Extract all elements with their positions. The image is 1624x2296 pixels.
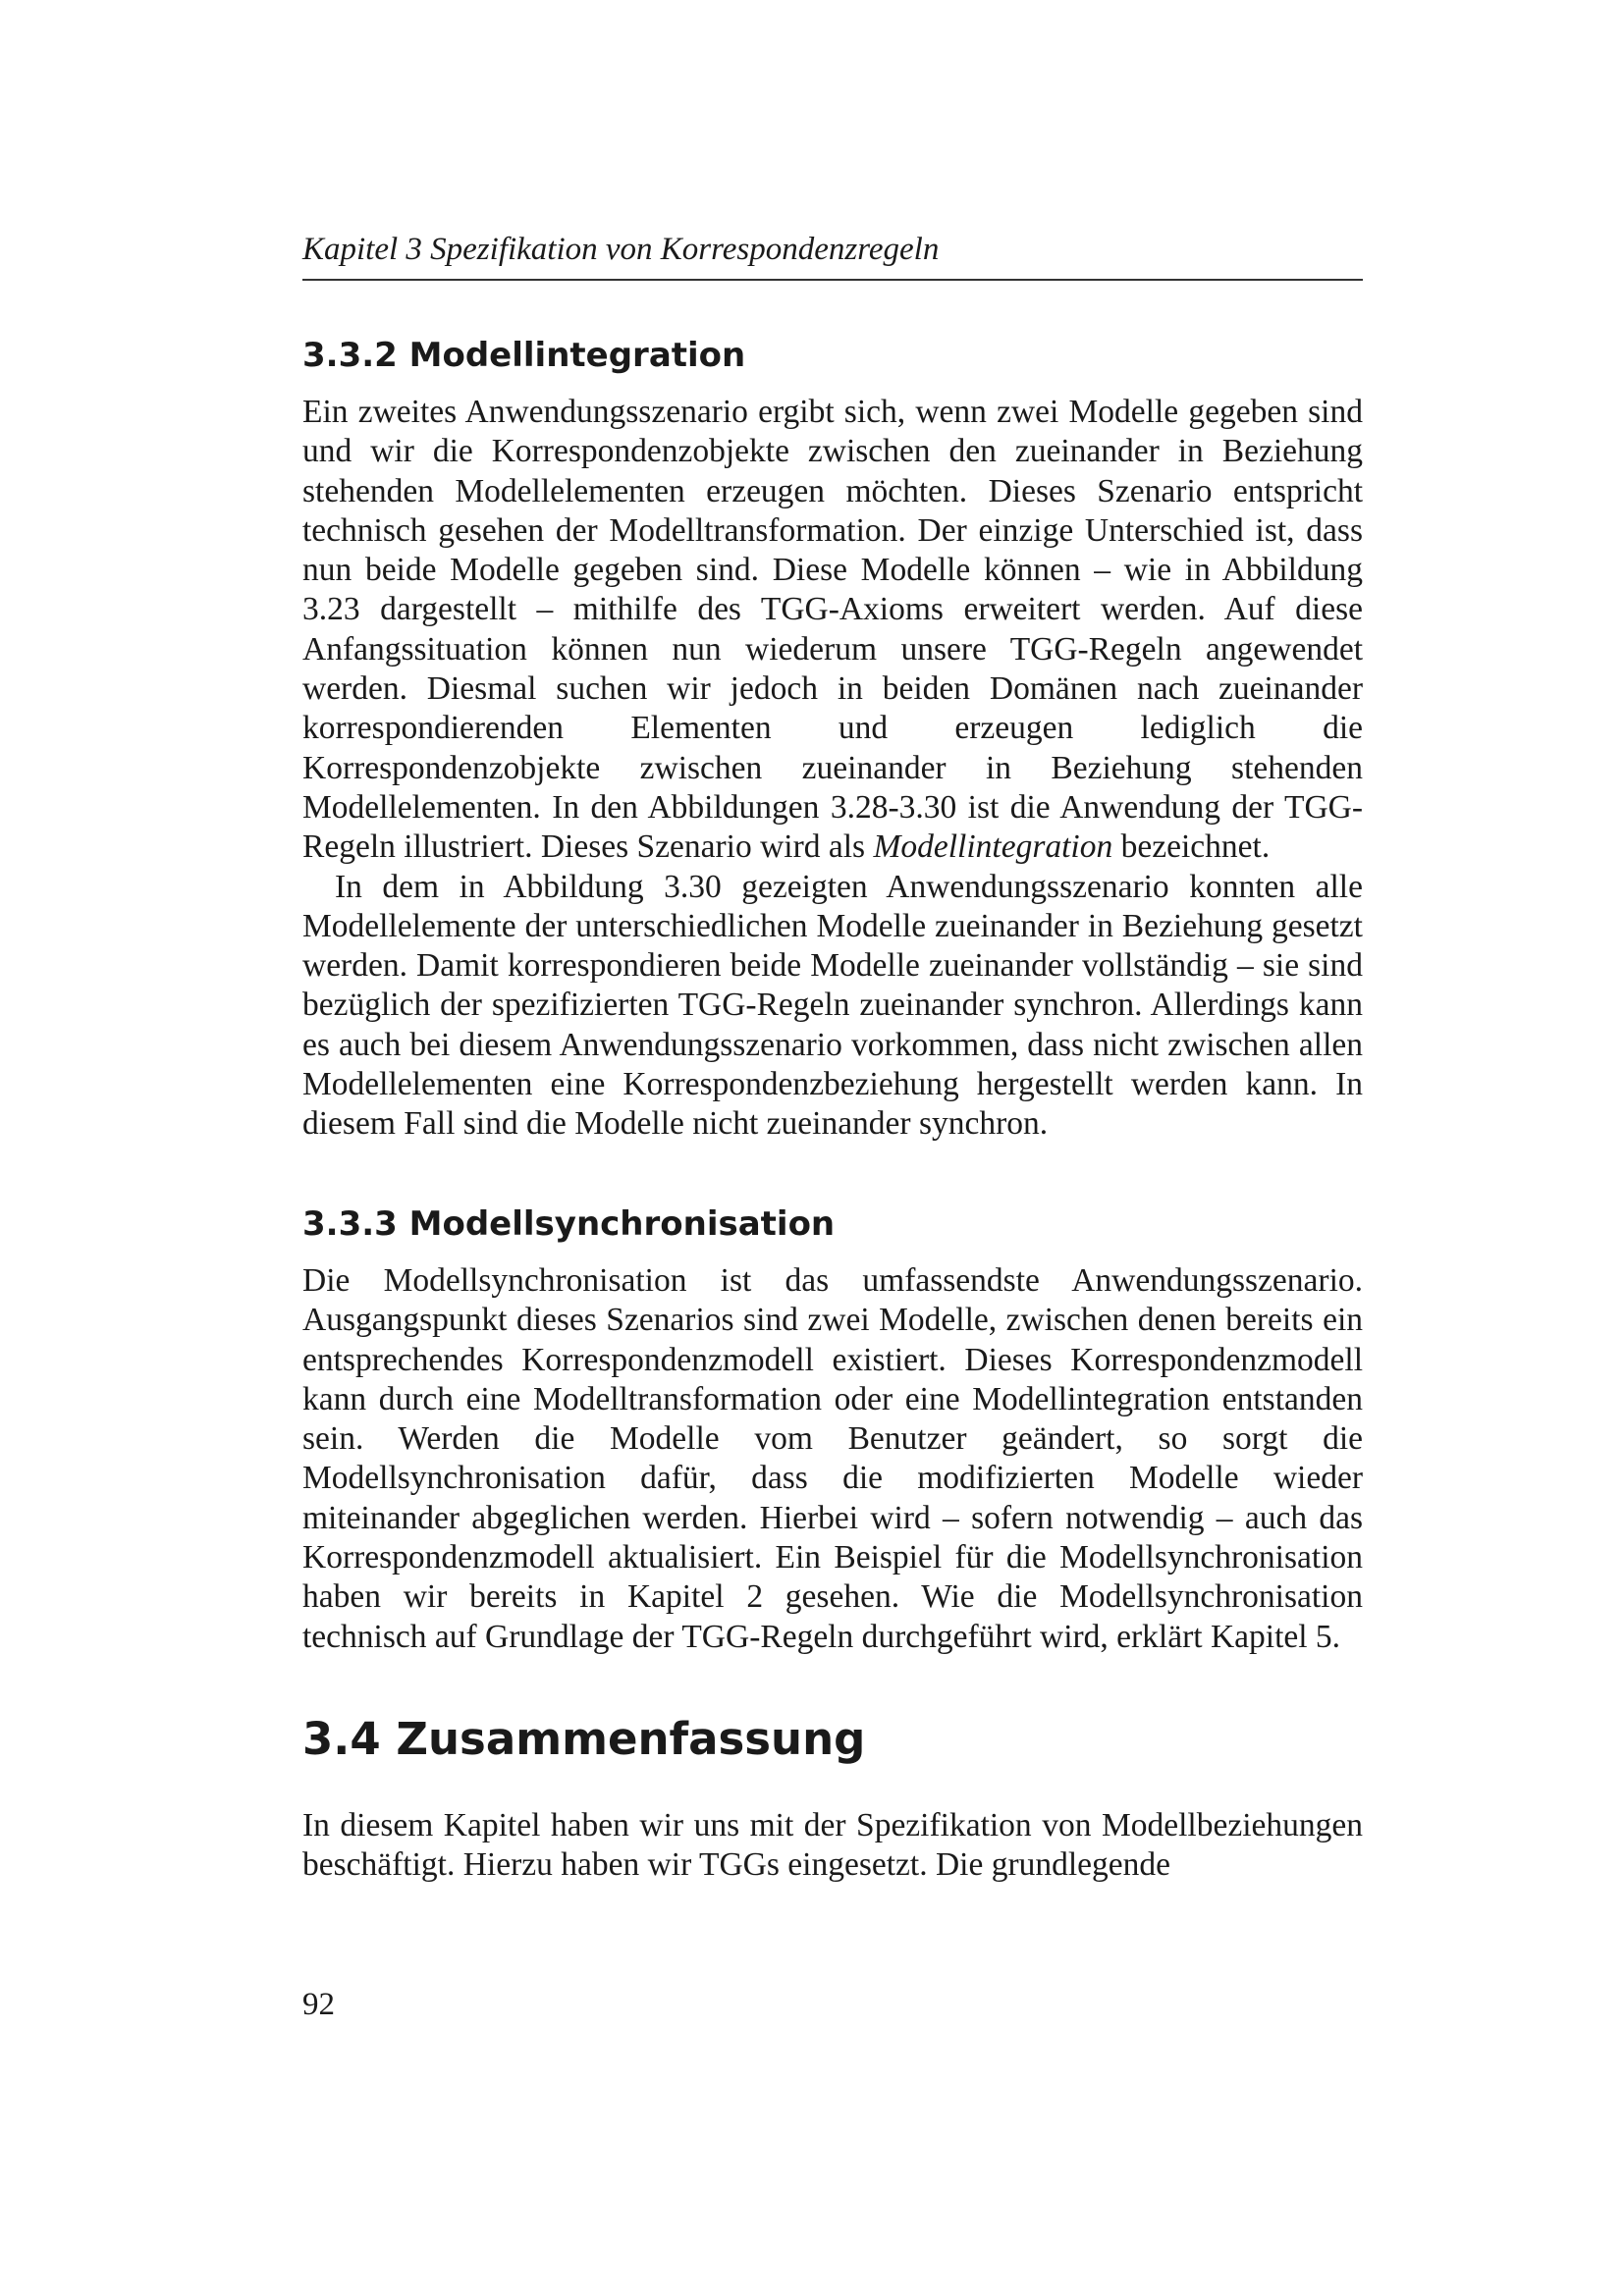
- running-header-title: Kapitel 3 Spezifikation von Korrespondenzregeln: [302, 232, 940, 267]
- section-3-3-2: [302, 334, 1363, 1145]
- paragraph-modellintegration-2: In dem in Abbildung 3.30 gezeigten Anwendungsszenario konnten alle Modellelemente der unterschiedlichen Modelle zueinander in Beziehung gesetzt werden. Damit korrespondieren beide Modelle zueinander vollständig – sie sind bezüglich der spezifizierten TGG-Regeln zueinander synchron. Allerdings kann es auch bei diesem Anwendungsszenario vorkommen, dass nicht zwischen allen Modellelementen eine Korrespondenzbeziehung hergestellt werden kann. In diesem Fall sind die Modelle nicht zueinander synchron.: [302, 868, 1363, 1143]
- emphasis-modellintegration: Modellintegration: [873, 828, 1113, 866]
- section-3-4: [302, 1712, 1363, 1886]
- section-heading-modellsynchronisation: 3.3.3 Modellsynchronisation: [302, 1204, 836, 1244]
- paragraph-modellsynchronisation: Die Modellsynchronisation ist das umfassendste Anwendungsszenario. Ausgangspunkt dieses Szenarios sind zwei Modelle, zwischen denen bereits ein entsprechendes Korrespondenzmodell existiert. Dieses Korrespondenzmodell kann durch eine Modelltransformation oder eine Modellintegration entstanden sein. Werden die Modelle vom Benutzer geändert, so sorgt die Modellsynchronisation dafür, dass die modifizierten Modelle wieder miteinander abgeglichen werden. Hierbei wird – sofern notwendig – auch das Korrespondenzmodell aktualisiert. Ein Beispiel für die Modellsynchronisation haben wir bereits in Kapitel 2 gesehen. Wie die Modellsynchronisation technisch auf Grundlage der TGG-Regeln durchgeführt wird, erklärt Kapitel 5.: [302, 1262, 1363, 1655]
- paragraph-modellintegration-1: [302, 393, 1363, 868]
- running-header: [302, 230, 1363, 281]
- section-heading-zusammenfassung: 3.4 Zusammenfassung: [302, 1713, 866, 1765]
- paragraph-zusammenfassung: In diesem Kapitel haben wir uns mit der Spezifikation von Modellbeziehungen beschäftigt. Hierzu haben wir TGGs eingesetzt. Die grundlegende: [302, 1807, 1363, 1884]
- page-number: 92: [302, 1987, 335, 2022]
- section-heading-modellintegration: 3.3.2 Modellintegration: [302, 336, 746, 375]
- paragraph-text: Ein zweites Anwendungsszenario ergibt sich, wenn zwei Modelle gegeben sind und wir die Korrespondenzobjekte zwischen den zueinander in Beziehung stehenden Modellelementen erzeugen möchten. Dieses Szenario entspricht technisch gesehen der Modelltransformation. Der einzige Unterschied ist, dass nun beide Modelle gegeben sind. Diese Modelle können – wie in Abbildung 3.23 dargestellt – mithilfe des TGG-Axioms erweitert werden. Auf diese Anfangssituation können nun wiederum unsere TGG-Regeln angewendet werden. Diesmal suchen wir jedoch in beiden Domänen nach zueinander korrespondierenden Elementen und erzeugen lediglich die Korrespondenzobjekte zwischen zueinander in Beziehung stehenden Modellelementen. In den Abbildungen 3.28-3.30 ist die Anwendung der TGG-Regeln illustriert. Dieses Szenario wird als: [302, 394, 1363, 866]
- paragraph-text: bezeichnet.: [1112, 828, 1271, 866]
- section-3-3-3: [302, 1202, 1363, 1657]
